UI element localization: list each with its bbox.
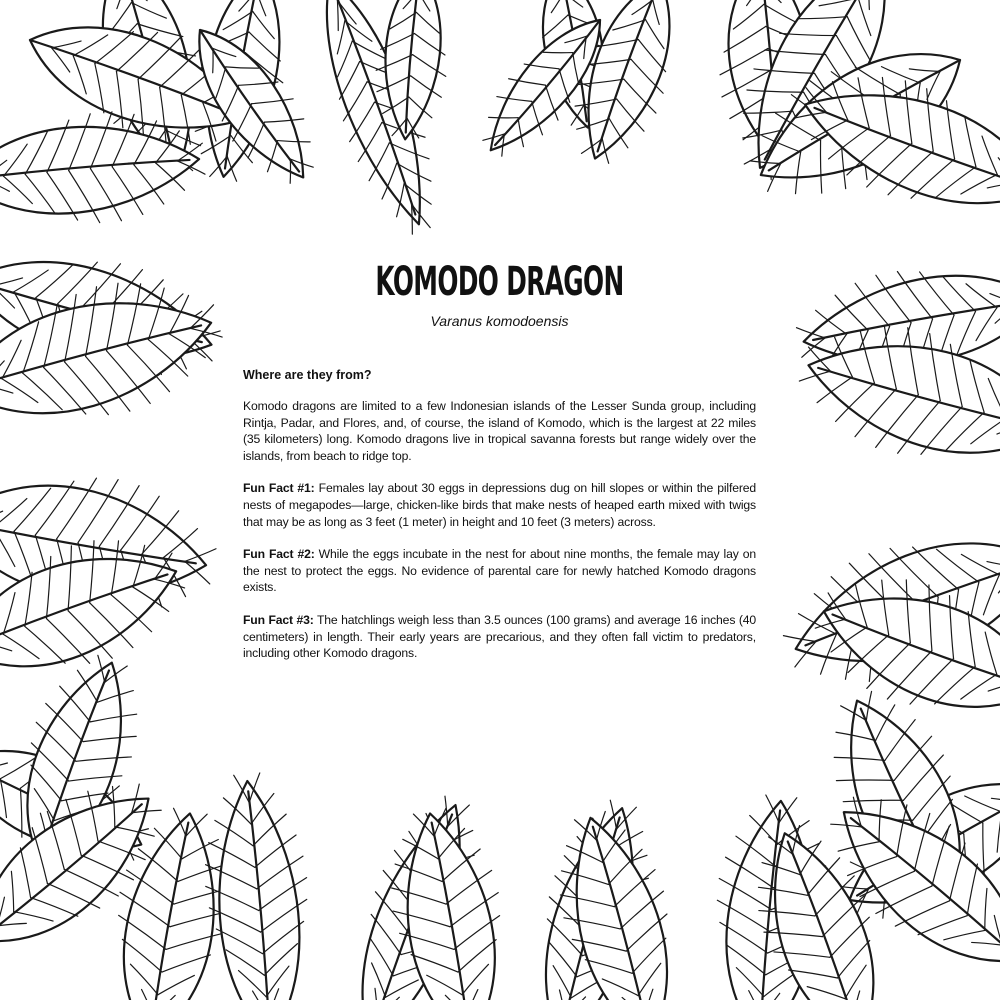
- text-panel: [243, 258, 756, 678]
- fun-fact-3-label: Fun Fact #3:: [243, 612, 314, 627]
- fun-fact-2-text: While the eggs incubate in the nest for about nine months, the female may lay on the nest to protect the eggs. No evidence of parental care for newly hatched Komodo dragons exists.: [243, 547, 756, 595]
- scientific-name: Varanus komodoensis: [430, 313, 569, 329]
- fun-fact-1-text: Females lay about 30 eggs in depressions dug on hill slopes or within the pilfered nests of megapodes—large, chicken-like birds that make nests of heaped earth mixed with twigs that may be as long as 3 feet (1 meter) in height and 10 feet (3 meters) across.: [243, 481, 756, 529]
- section-heading: Where are they from?: [243, 368, 372, 382]
- leaf: [196, 770, 320, 1000]
- fun-fact-2-label: Fun Fact #2:: [243, 547, 315, 562]
- fun-fact-3-text: The hatchlings weigh less than 3.5 ounces (100 grams) and average 16 inches (40 centimeters) in length. Their early years are precarious, and they often fall victim to predators, including other Komodo dragons.: [243, 612, 756, 661]
- fun-fact-1: [243, 480, 756, 530]
- intro-paragraph: Komodo dragons are limited to a few Indonesian islands of the Lesser Sunda group, including Rintja, Padar, and Flores, and, of course, the island of Komodo, which is the largest at 22 miles (35 kilometers) long. Komodo dragons live in tropical savanna forests but range widely over the islands, from beach to ridge top.: [243, 399, 756, 463]
- fun-fact-2: [243, 546, 756, 596]
- fun-fact-1-label: Fun Fact #1:: [243, 481, 315, 496]
- page-title: KOMODO DRAGON: [375, 259, 624, 305]
- fun-fact-3: [243, 612, 756, 662]
